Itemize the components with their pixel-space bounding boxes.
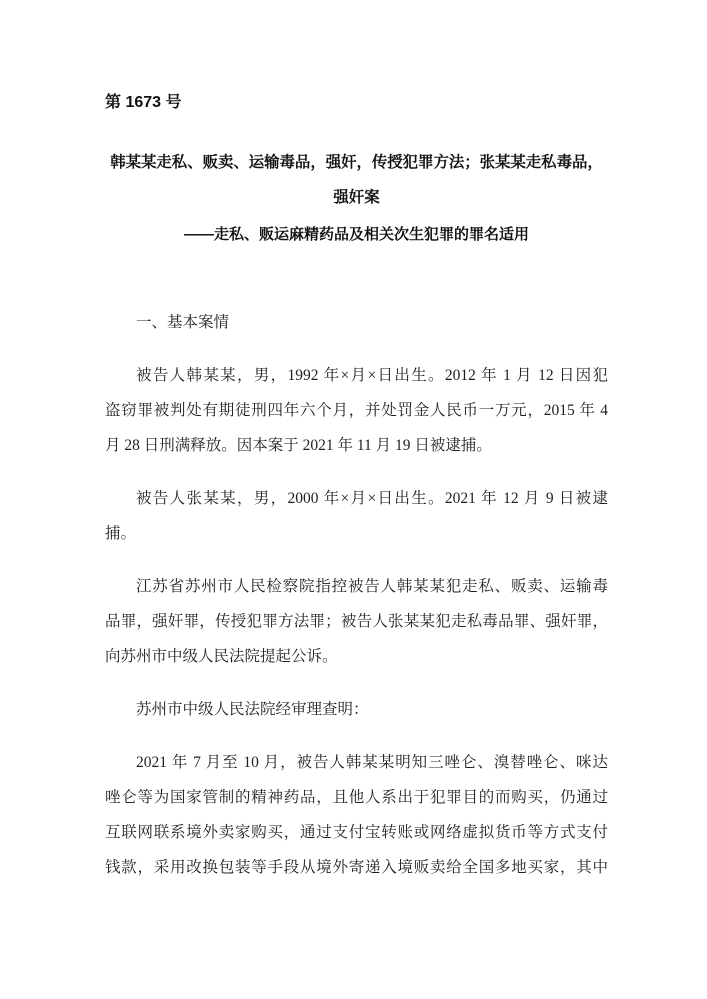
paragraphs (105, 358, 608, 885)
paragraph (105, 569, 608, 674)
document-title (105, 145, 608, 215)
text-line: 被告人韩某某，男，1992 年×月×日出生。2012 年 1 月 12 日因犯 (136, 367, 608, 384)
document-title-line: 强奸案 (333, 189, 380, 206)
document-title-line: 韩某某走私、贩卖、运输毒品，强奸，传授犯罪方法；张某某走私毒品， (110, 154, 603, 171)
text-line: 钱款，采用改换包装等手段从境外寄递入境贩卖给全国多地买家，其中 (105, 859, 608, 876)
case-number: 第 1673 号 (105, 94, 182, 111)
text-line: 互联网联系境外卖家购买，通过支付宝转账或网络虚拟货币等方式支付 (105, 824, 608, 841)
paragraph (105, 358, 608, 463)
text-line: 月 28 日刑满释放。因本案于 2021 年 11 月 19 日被逮捕。 (105, 437, 492, 454)
paragraph (105, 692, 608, 727)
text-line: 品罪，强奸罪，传授犯罪方法罪；被告人张某某犯走私毒品罪、强奸罪， (105, 613, 608, 630)
text-line: 盗窃罪被判处有期徒刑四年六个月，并处罚金人民币一万元，2015 年 4 (105, 402, 608, 419)
text-line: 苏州市中级人民法院经审理查明： (136, 701, 369, 718)
text-line: 唑仑等为国家管制的精神药品，且他人系出于犯罪目的而购买，仍通过 (105, 789, 608, 806)
section-heading: 一、基本案情 (136, 314, 230, 331)
text-line: 江苏省苏州市人民检察院指控被告人韩某某犯走私、贩卖、运输毒 (136, 578, 608, 595)
text-line: 捕。 (105, 525, 137, 542)
paragraph (105, 745, 608, 885)
text-line: 2021 年 7 月至 10 月，被告人韩某某明知三唑仑、溴替唑仑、咪达 (136, 754, 608, 771)
paragraph (105, 481, 608, 551)
document-body (105, 305, 608, 885)
text-line: 被告人张某某，男，2000 年×月×日出生。2021 年 12 月 9 日被逮 (136, 490, 608, 507)
text-line: 向苏州市中级人民法院提起公诉。 (105, 648, 338, 665)
document-subtitle: ——走私、贩运麻精药品及相关次生犯罪的罪名适用 (183, 226, 529, 243)
